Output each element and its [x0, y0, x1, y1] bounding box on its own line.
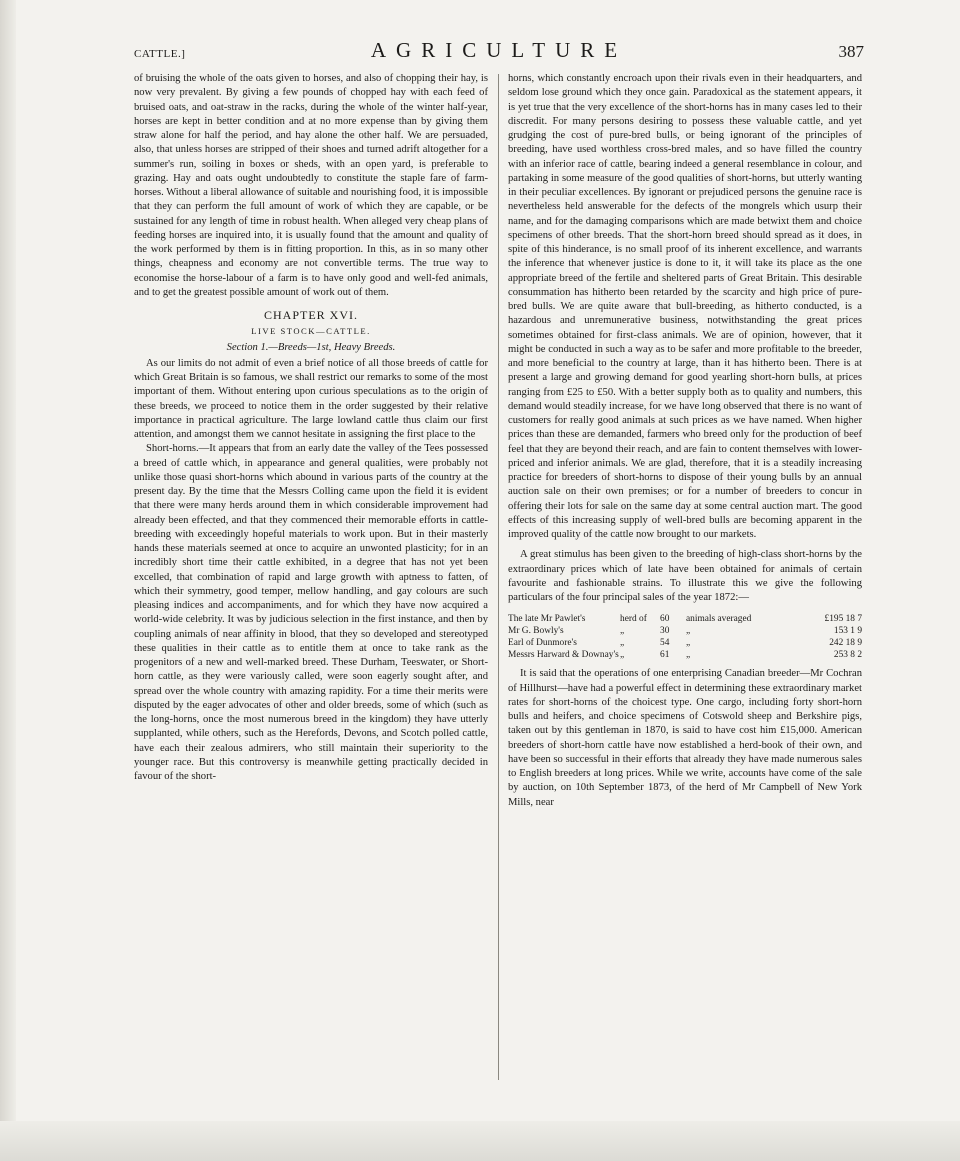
chapter-heading: CHAPTER XVI.: [263, 308, 358, 322]
sale-count: 30: [660, 626, 670, 637]
right-column: [508, 72, 862, 810]
sale-herd: herd of: [620, 614, 647, 625]
paragraph-horse-feeding: of bruising the whole of the oats given to horses, and also of chopping their hay, is now very prevalent. By giving a few pounds of chopped hay with each feed of bruised oats, and oat-straw in the racks, during the whole of the winter half-year, horses are kept in better condition and at no more expense than by giving them straw alone for half the period, and hay alone the other half. We are persuaded, also, that unless horses are stripped of their shoes and turned adrift altogether for a summer's run, soiling in boxes or sheds, with an open yard, is preferable to grazing. Hay and oats ought undoubtedly to constitute the staple fare of farm-horses. Without a liberal allowance of suitable and nourishing food, it is impossible that they can perform the full amount of work of which they are capable, or be sustained for any length of time in robust health. When alleged very cheap plans of feeding horses are inquired into, it is usually found that the amount and quality of the work performed by them is in fitting proportion. In this, as in so many other things, cheapness and economy are not convertible terms. The true way to economise the horse-labour of a farm is to have only good and well-fed animals, and to get the greatest possible amount of work out of them.: [134, 73, 488, 298]
sale-text: „: [686, 638, 691, 649]
sale-amount: £195 18 7: [824, 614, 862, 625]
paragraph-short-horn-breeding: horns, which constantly encroach upon their rivals even in their headquarters, and seldom lose ground which they once gain. Paradoxical as the statement appears, it is yet true that the very excellence of the short-horns has in many cases led to their discredit. For many persons desiring to possess these valuable cattle, and yet grudging the cost of pure-bred bulls, or being ignorant of the principles of breeding, have used worthless cross-bred males, and so have filled the country with an inferior race of cattle, bearing indeed a general resemblance in colour, and partaking in some measure of the good qualities of short-horns, but utterly wanting in their peculiar excellences. By ignorant or prejudiced persons the genuine race is nevertheless held answerable for the defects of the mongrels which usurp their name, and for the damaging comparisons which are made betwixt them and choice specimens of other breeds. That the short-horn breed should spread as it does, in spite of this hinderance, is no small proof of its inherent excellence, and warrants the inference that whenever justice is done to it, it will take its place as the one appropriate breed of the fertile and sheltered parts of Great Britain. This desirable consummation has hitherto been retarded by the scarcity and high price of pure-bred bulls. We are quite aware that bull-breeding, as hitherto conducted, is a hazardous and unremunerative business, notwithstanding the great prices sometimes obtained for first-class animals. We are of opinion, however, that it might be conducted in such a way as to be safer and more profitable to the breeder, and more beneficial to the country at large, than it has hitherto been. There is at present a large and growing demand for good yearling short-horn bulls, at prices ranging from £25 to £50. With a better supply both as to quality and numbers, this demand would steadily increase, for we have long observed that there is no want of customers for really good animals at such prices as we have named. When higher prices than these are demanded, farmers who breed only for the production of beef feel that they are beyond their reach, and are fain to content themselves with lower-priced and inferior animals. We are glad, therefore, that it is a steadily increasing practice for breeders of short-horns to dispose of their young bulls by an annual auction sale on their own premises; or for a number of breeders to concur in offering their lots for sale on the same day at some central auction mart. The good effects of this increasing supply of well-bred bulls are becoming apparent in the improved quality of the cattle now brought to our markets.: [508, 73, 862, 540]
sale-text: animals averaged: [686, 614, 752, 625]
sale-count: 54: [660, 638, 670, 649]
section-label: CATTLE.]: [134, 48, 186, 60]
sale-seller: Earl of Dunmore's: [508, 638, 577, 649]
page-title: AGRICULTURE: [370, 38, 628, 62]
sale-text: „: [686, 626, 691, 637]
sales-table: [508, 613, 862, 661]
sale-count: 61: [660, 650, 670, 661]
sale-herd: „: [620, 650, 625, 661]
sale-seller: The late Mr Pawlet's: [508, 614, 586, 625]
running-header: [134, 38, 864, 68]
paragraph-short-horns: Short-horns.—It appears that from an early date the valley of the Tees possessed a breed of cattle which, in appearance and general qualities, were probably not unlike those quasi short-horns which abound in various parts of the country at the present day. By the time that the Messrs Colling came upon the field it is evident that there were many herds around them in which considerable improvement had already been effected, and that they commenced their memorable efforts in cattle-breeding with exceedingly hopeful materials to work upon. But in their masterly hands these materials seemed at once to acquire an unwonted plasticity; for in an incredibly short time their cattle exhibited, in a degree that has not yet been excelled, that combination of rapid and large growth with aptness to fatten, of which their symmetry, good temper, mellow handling, and gay colours are such pleasing indices and accompaniments, and for which they have now acquired a world-wide celebrity. It was by judicious selection in the first instance, and then by coupling animals of near affinity in blood, that they so developed and stereotyped these qualities in their cattle as to entitle them at once to take rank as the progenitors of a new and well-marked breed. These Durham, Teeswater, or Short-horn cattle, as they were variously called, were soon eagerly sought after, and spread over the whole country with amazing rapidity. For a time their merits were disputed by the eager advocates of other and older breeds, some of which (such as the long-horns, once the most numerous breed in the kingdom) they have utterly supplanted, while others, such as the Herefords, Devons, and Scotch polled cattle, have each their zealous admirers, who still maintain their superiority to the younger race. But this controversy is meanwhile getting practically decided in favour of the short-: [134, 443, 488, 782]
sale-seller: Messrs Harward & Downay's: [508, 650, 619, 661]
paragraph-stimulus: A great stimulus has been given to the breeding of high-class short-horns by the extraordinary prices which of late have been obtained for animals of certain favourite and fashionable strains. To illustrate this we give the following particulars of the four principal sales of the year 1872:—: [508, 549, 862, 603]
chapter-subheading: LIVE STOCK—CATTLE.: [251, 326, 371, 337]
sale-row: [508, 613, 862, 625]
page-bottom-shadow: [0, 1121, 960, 1161]
sale-herd: „: [620, 638, 625, 649]
sale-amount: 153 1 9: [833, 626, 862, 637]
sale-amount: 242 18 9: [829, 638, 862, 649]
sale-seller: Mr G. Bowly's: [508, 626, 564, 637]
page-edge-shadow: [0, 0, 16, 1161]
sale-herd: „: [620, 626, 625, 637]
sale-text: „: [686, 650, 691, 661]
column-divider: [498, 74, 499, 1080]
paragraph-breeds-intro: As our limits do not admit of even a brief notice of all those breeds of cattle for which Great Britain is so famous, we shall restrict our remarks to some of the most important of them. Without entering upon curious speculations as to the origin of these breeds, we proceed to notice them in the order suggested by their relative importance in practical agriculture. The large lowland cattle thus claim our first attention, and amongst them we cannot hesitate in assigning the first place to the: [134, 357, 488, 440]
sale-amount: 253 8 2: [833, 650, 862, 661]
sale-count: 60: [660, 614, 670, 625]
sale-row: [508, 649, 862, 661]
paragraph-canadian-breeder: It is said that the operations of one enterprising Canadian breeder—Mr Cochran of Hillhurst—have had a powerful effect in determining these extraordinary market rates for short-horns of the choicest type. One cargo, including forty short-horn bulls and heifers, and choice specimens of Cotswold sheep and Berkshire pigs, taken out by this gentleman in 1870, is said to have cost him £15,000. American breeders of short-horn cattle have now established a herd-book of their own, and have been so successful in their efforts that already they have made numerous sales to English breeders at long prices. While we write, accounts have come of the sale by auction, on 10th September 1873, of the herd of Mr Campbell of New York Mills, near: [508, 668, 862, 808]
left-column: [134, 72, 488, 784]
sale-row: [508, 625, 862, 637]
section-heading: Section 1.—Breeds—1st, Heavy Breeds.: [226, 341, 396, 353]
page-number: 387: [838, 42, 864, 61]
sale-row: [508, 637, 862, 649]
